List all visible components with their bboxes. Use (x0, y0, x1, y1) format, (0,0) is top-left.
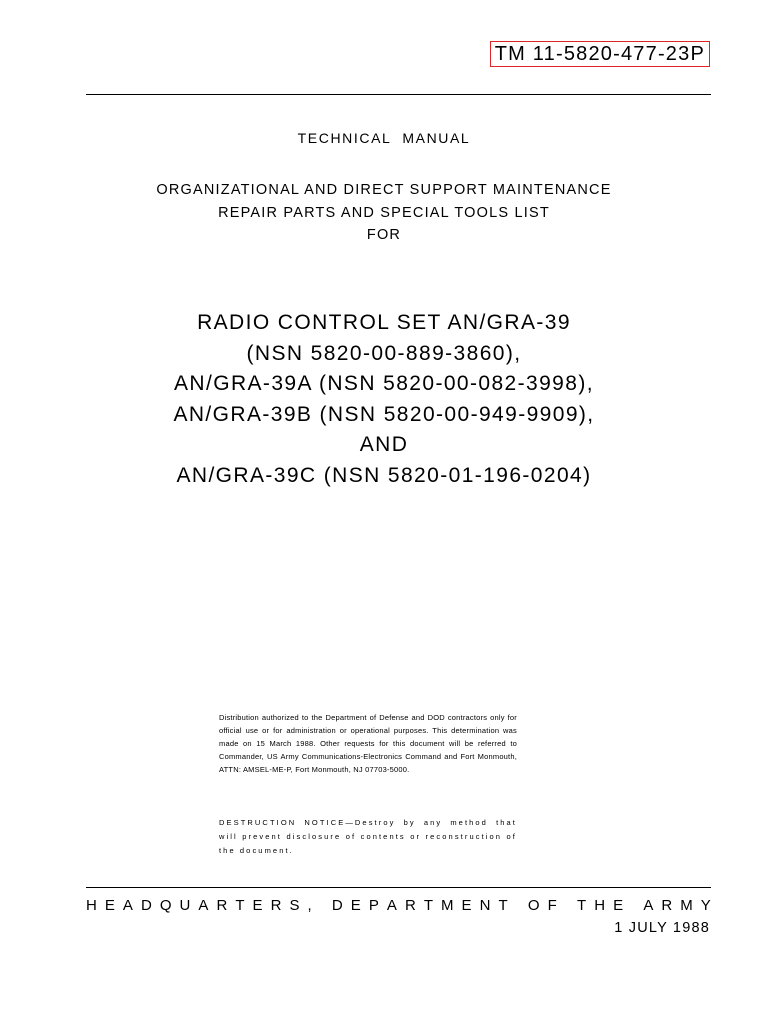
top-divider (86, 94, 711, 95)
headquarters-glyph (320, 896, 324, 916)
bottom-divider (86, 887, 711, 888)
equipment-line: AN/GRA-39C (NSN 5820-01-196-0204) (176, 463, 592, 487)
subtitle-line: REPAIR PARTS AND SPECIAL TOOLS LIST (218, 204, 550, 221)
headquarters-glyph: E (613, 897, 624, 914)
subtitle-line: ORGANIZATIONAL AND DIRECT SUPPORT MAINTENANCE (156, 182, 612, 198)
doc-number: TM 11-5820-477-23P (490, 41, 710, 67)
headquarters-glyph: D (331, 897, 343, 914)
equipment-line: RADIO CONTROL SET AN/GRA-39 (197, 311, 571, 334)
headquarters-glyph (631, 896, 635, 916)
headquarters-glyph: R (216, 897, 228, 914)
headquarters-glyph: R (404, 897, 416, 914)
headquarters-glyph: E (350, 897, 361, 914)
publication-date: 1 JULY 1988 (614, 920, 710, 936)
headquarters-glyph: U (179, 897, 191, 914)
headquarters-glyph (565, 896, 569, 916)
equipment-line: AN/GRA-39B (NSN 5820-00-949-9909), (173, 402, 595, 426)
headquarters-glyph (516, 896, 520, 916)
headquarters-glyph: O (527, 897, 540, 914)
headquarters-glyph: E (104, 897, 115, 914)
destruction-notice: DESTRUCTION NOTICE—Destroy by any method that will prevent disclosure of contents or reconstruction of the document. (219, 818, 517, 855)
headquarters-glyph: M (680, 897, 693, 914)
headquarters-glyph: A (643, 897, 654, 914)
headquarters-glyph: T (498, 897, 508, 914)
headquarters-glyph: T (423, 897, 433, 914)
headquarters-glyph: A (122, 897, 133, 914)
headquarters-glyph: P (368, 897, 379, 914)
headquarters-glyph: F (547, 897, 557, 914)
equipment-line: (NSN 5820-00-889-3860), (246, 341, 522, 365)
headquarters-glyph: M (441, 897, 454, 914)
headquarters-glyph: , (307, 897, 312, 914)
headquarters-glyph: S (289, 897, 300, 914)
headquarters-glyph: A (198, 897, 209, 914)
equipment-title (0, 308, 768, 491)
headquarters-glyph: D (140, 897, 152, 914)
headquarters-glyph: E (252, 897, 263, 914)
headquarters-line (86, 896, 711, 916)
equipment-line: AN/GRA-39A (NSN 5820-00-082-3998), (174, 372, 594, 395)
headquarters-glyph: R (270, 897, 282, 914)
manual-subtitle (0, 179, 768, 247)
headquarters-glyph: H (594, 897, 606, 914)
distribution-statement: Distribution authorized to the Department of Defense and DOD contractors only for official use or for administration or operational purposes. This determination was made on 15 March 1988. Other requests for this document will be referred to Commander, US Army Communications-Electronics Command and Fort Monmouth, ATTN: AMSEL-ME-P, Fort Monmouth, NJ 07703-5000. (219, 713, 517, 774)
equipment-line: AND (359, 433, 409, 456)
headquarters-glyph: H (86, 897, 97, 914)
headquarters-glyph: T (576, 897, 587, 914)
manual-kind: TECHNICAL MANUAL (297, 130, 471, 146)
headquarters-glyph: Y (700, 897, 711, 914)
headquarters-glyph: R (661, 897, 673, 914)
headquarters-glyph: N (479, 897, 491, 914)
headquarters-glyph: T (235, 897, 245, 914)
headquarters-glyph: A (386, 897, 397, 914)
headquarters-glyph: Q (159, 897, 172, 914)
headquarters-glyph: E (461, 897, 472, 914)
subtitle-line: FOR (366, 227, 402, 243)
